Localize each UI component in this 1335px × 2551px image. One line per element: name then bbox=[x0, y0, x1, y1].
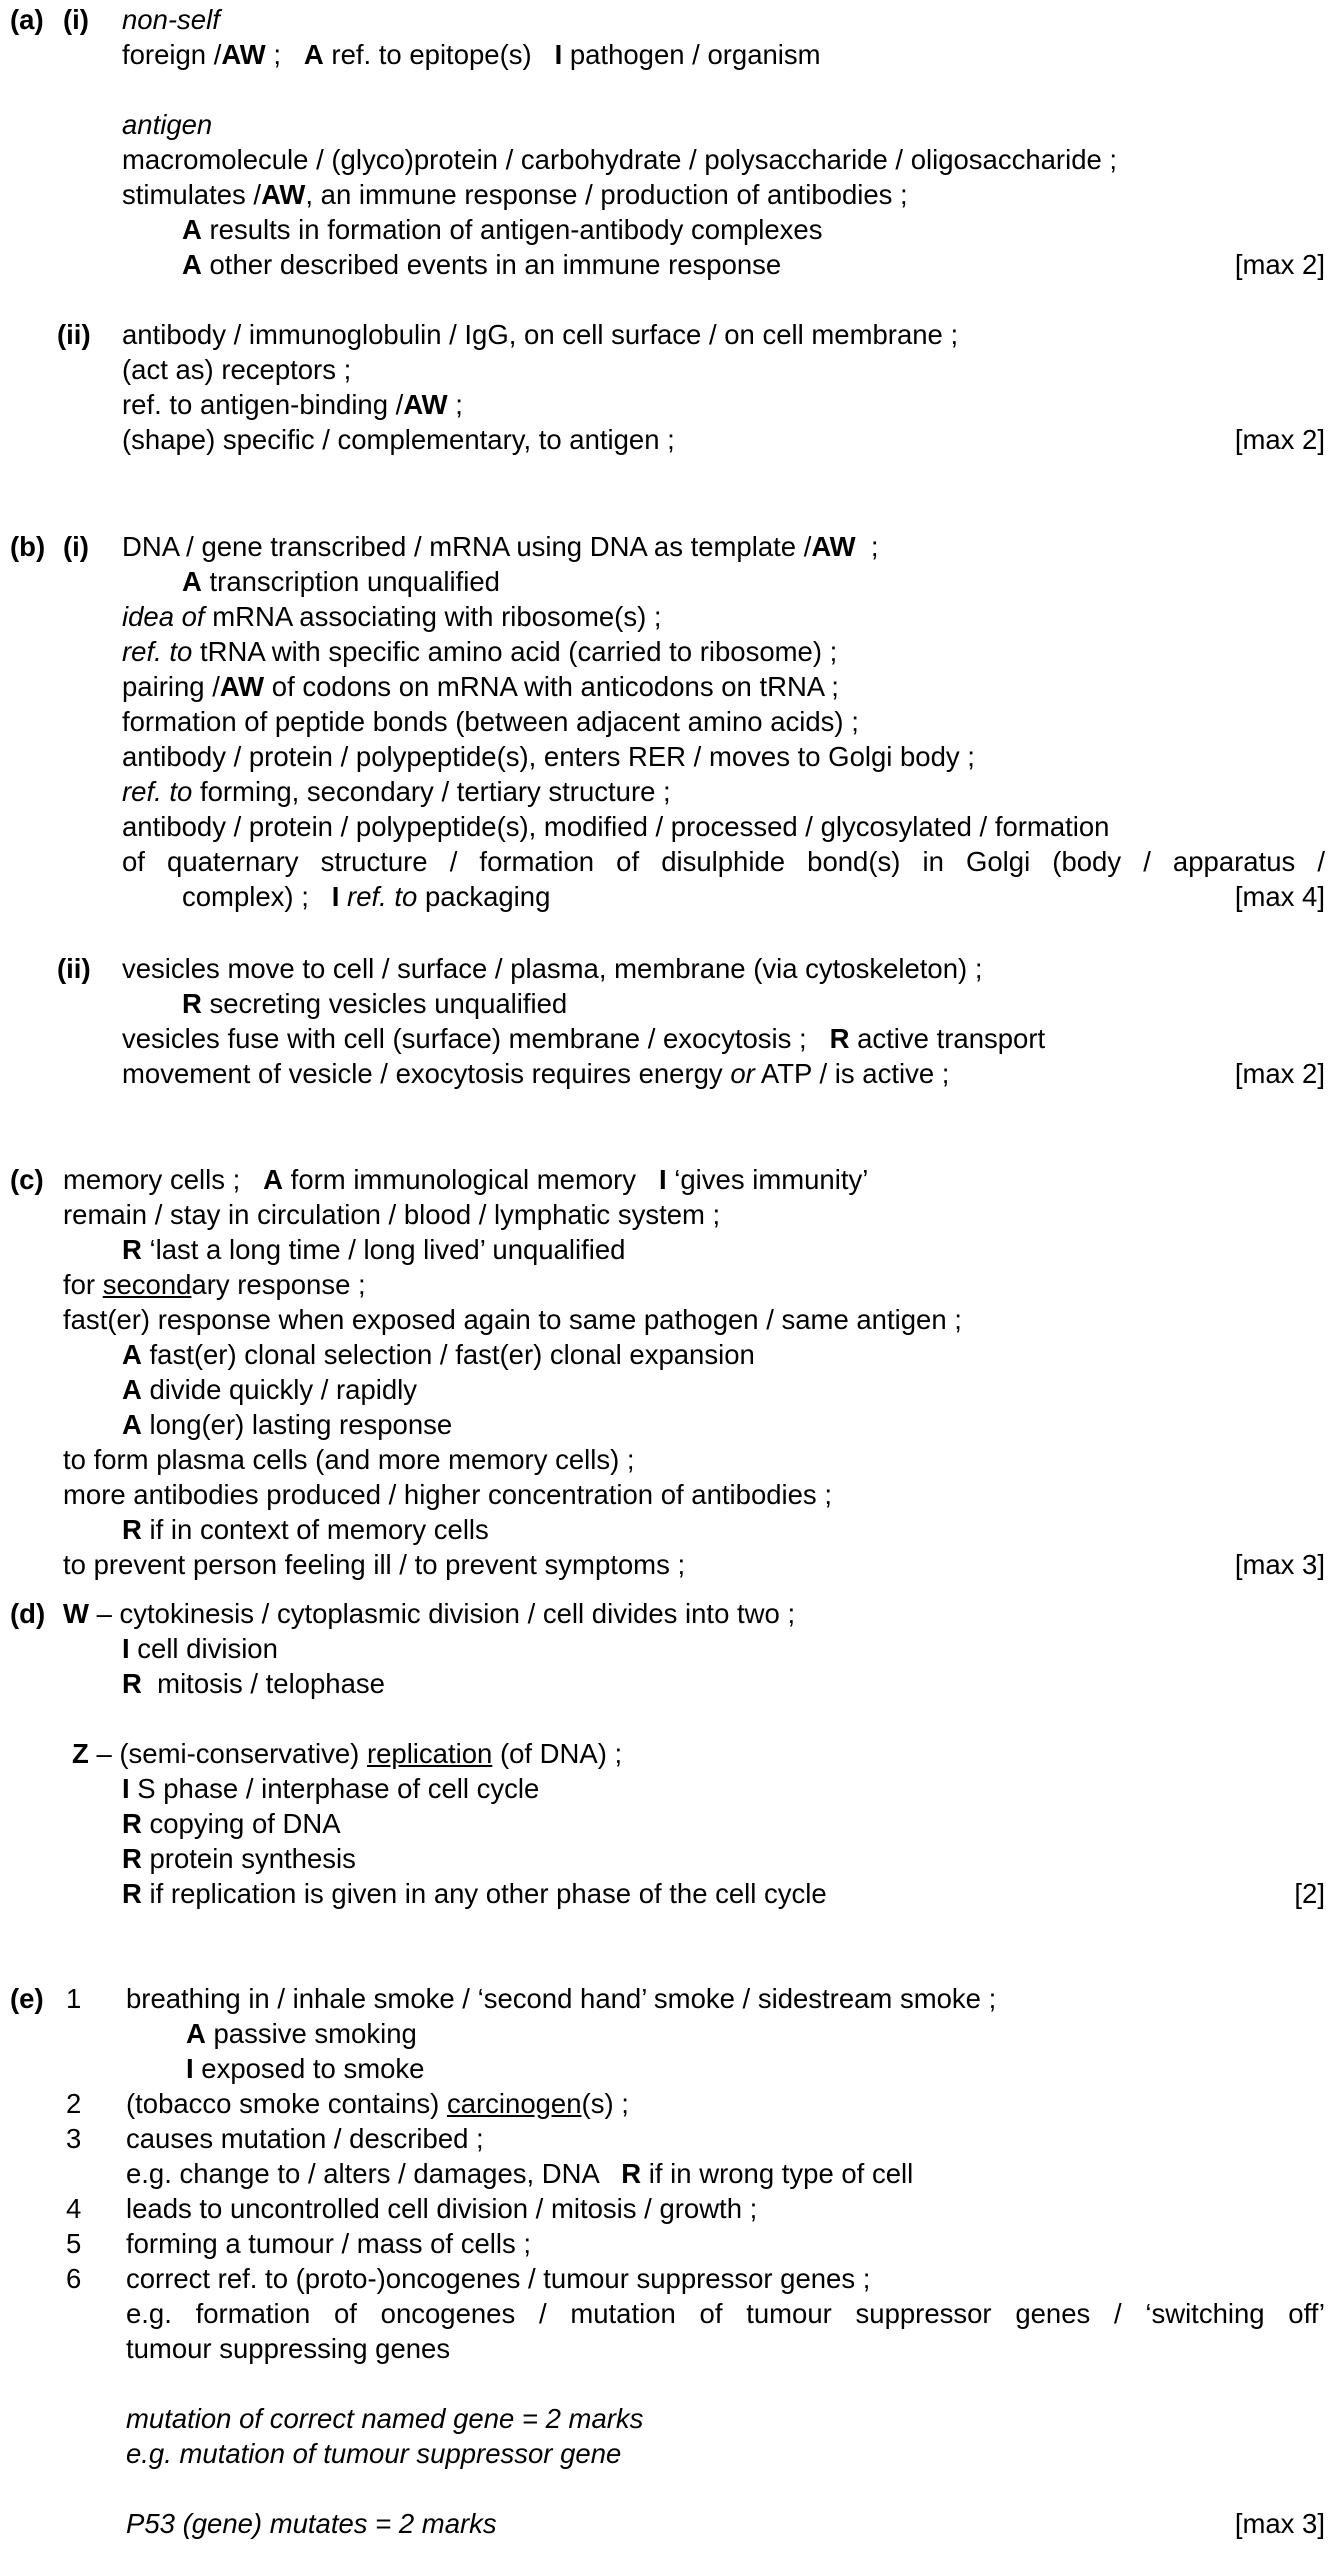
part-b-label: (b) bbox=[10, 531, 46, 562]
part-e-label: (e) bbox=[10, 1983, 44, 2014]
part-c-label: (c) bbox=[10, 1164, 44, 1195]
e-line-1: breathing in / inhale smoke / ‘second hand’ smoke / sidestream smoke ; bbox=[126, 1983, 997, 2014]
e-note-3: P53 (gene) mutates = 2 marks bbox=[126, 2508, 497, 2539]
a-ii-line-3: ref. to antigen-binding /AW ; bbox=[122, 389, 463, 420]
b-line-10: of quaternary structure / formation of disulphide bond(s) in Golgi (body / apparatus / bbox=[122, 846, 1325, 877]
e-line-6c: tumour suppressing genes bbox=[126, 2333, 451, 2364]
e-line-6b: e.g. formation of oncogenes / mutation of tumour suppressor genes / ‘switching off’ bbox=[126, 2298, 1325, 2329]
e-line-2: (tobacco smoke contains) carcinogen(s) ; bbox=[126, 2088, 629, 2119]
d-w-ignore: I cell division bbox=[122, 1633, 278, 1664]
a-ii-line-4: (shape) specific / complementary, to antigen ; bbox=[122, 424, 675, 455]
b-ii-line-3: vesicles fuse with cell (surface) membrane / exocytosis ; R active transport bbox=[122, 1023, 1046, 1054]
b-line-9: antibody / protein / polypeptide(s), modified / processed / glycosylated / formation bbox=[122, 811, 1110, 842]
e-num-5: 5 bbox=[66, 2228, 82, 2259]
part-b-i-mark: [max 4] bbox=[1234, 881, 1325, 912]
c-line-10: more antibodies produced / higher concentration of antibodies ; bbox=[63, 1479, 832, 1510]
a-ii-line-1: antibody / immunoglobulin / IgG, on cell surface / on cell membrane ; bbox=[122, 319, 959, 350]
b-ii-line-2: R secreting vesicles unqualified bbox=[182, 988, 568, 1019]
c-line-4: for secondary response ; bbox=[63, 1269, 366, 1300]
b-line-1: DNA / gene transcribed / mRNA using DNA as template /AW ; bbox=[122, 531, 879, 562]
c-line-9: to form plasma cells (and more memory cells) ; bbox=[63, 1444, 635, 1475]
part-a-ii-label: (ii) bbox=[57, 319, 91, 350]
d-z-reject-2: R protein synthesis bbox=[122, 1843, 356, 1874]
part-c-mark: [max 3] bbox=[1234, 1549, 1325, 1580]
e-num-4: 4 bbox=[66, 2193, 82, 2224]
b-line-3: idea of mRNA associating with ribosome(s) ; bbox=[122, 601, 662, 632]
d-w-line: W – cytokinesis / cytoplasmic division / cell divides into two ; bbox=[63, 1598, 796, 1629]
d-z-reject-1: R copying of DNA bbox=[122, 1808, 341, 1839]
part-d-mark: [2] bbox=[1294, 1878, 1325, 1909]
d-z-line: Z – (semi-conservative) replication (of DNA) ; bbox=[72, 1738, 623, 1769]
e-num-1: 1 bbox=[66, 1983, 82, 2014]
c-line-2: remain / stay in circulation / blood / lymphatic system ; bbox=[63, 1199, 721, 1230]
antigen-line-1: macromolecule / (glyco)protein / carbohydrate / polysaccharide / oligosaccharide ; bbox=[122, 144, 1118, 175]
b-ii-line-4: movement of vesicle / exocytosis requires energy or ATP / is active ; bbox=[122, 1058, 950, 1089]
e-num-3: 3 bbox=[66, 2123, 82, 2154]
nonself-line: foreign /AW ; A ref. to epitope(s) I pathogen / organism bbox=[122, 39, 821, 70]
e-num-2: 2 bbox=[66, 2088, 82, 2119]
part-a-i-label: (i) bbox=[63, 4, 89, 35]
antigen-heading: antigen bbox=[122, 109, 213, 140]
c-line-8: A long(er) lasting response bbox=[122, 1409, 453, 1440]
antigen-accept-1: A results in formation of antigen-antibody complexes bbox=[182, 214, 823, 245]
e-line-3: causes mutation / described ; bbox=[126, 2123, 484, 2154]
b-line-8: ref. to forming, secondary / tertiary structure ; bbox=[122, 776, 671, 807]
e-line-1-accept: A passive smoking bbox=[186, 2018, 417, 2049]
part-b-ii-mark: [max 2] bbox=[1234, 1058, 1325, 1089]
antigen-accept-2: A other described events in an immune response bbox=[182, 249, 782, 280]
antigen-line-2: stimulates /AW, an immune response / production of antibodies ; bbox=[122, 179, 908, 210]
part-b-ii-label: (ii) bbox=[57, 953, 91, 984]
b-line-4: ref. to tRNA with specific amino acid (carried to ribosome) ; bbox=[122, 636, 838, 667]
part-d-label: (d) bbox=[10, 1598, 46, 1629]
b-line-11: complex) ; I ref. to packaging bbox=[182, 881, 551, 912]
e-line-6: correct ref. to (proto-)oncogenes / tumour suppressor genes ; bbox=[126, 2263, 871, 2294]
e-line-3b: e.g. change to / alters / damages, DNA R if in wrong type of cell bbox=[126, 2158, 914, 2189]
c-line-1: memory cells ; A form immunological memory I ‘gives immunity’ bbox=[63, 1164, 869, 1195]
a-ii-line-2: (act as) receptors ; bbox=[122, 354, 352, 385]
d-z-ignore: I S phase / interphase of cell cycle bbox=[122, 1773, 540, 1804]
d-z-reject-3: R if replication is given in any other phase of the cell cycle bbox=[122, 1878, 827, 1909]
c-line-12: to prevent person feeling ill / to prevent symptoms ; bbox=[63, 1549, 686, 1580]
part-b-i-label: (i) bbox=[63, 531, 89, 562]
e-line-5: forming a tumour / mass of cells ; bbox=[126, 2228, 531, 2259]
nonself-heading: non-self bbox=[122, 4, 220, 35]
e-line-1-ignore: I exposed to smoke bbox=[186, 2053, 425, 2084]
c-line-6: A fast(er) clonal selection / fast(er) clonal expansion bbox=[122, 1339, 755, 1370]
e-num-6: 6 bbox=[66, 2263, 82, 2294]
b-line-6: formation of peptide bonds (between adjacent amino acids) ; bbox=[122, 706, 859, 737]
part-a-label: (a) bbox=[10, 4, 44, 35]
b-line-2: A transcription unqualified bbox=[182, 566, 500, 597]
b-line-7: antibody / protein / polypeptide(s), enters RER / moves to Golgi body ; bbox=[122, 741, 975, 772]
c-line-7: A divide quickly / rapidly bbox=[122, 1374, 417, 1405]
c-line-5: fast(er) response when exposed again to same pathogen / same antigen ; bbox=[63, 1304, 962, 1335]
e-note-1: mutation of correct named gene = 2 marks bbox=[126, 2403, 644, 2434]
c-line-11: R if in context of memory cells bbox=[122, 1514, 489, 1545]
part-a-ii-mark: [max 2] bbox=[1234, 424, 1325, 455]
e-line-4: leads to uncontrolled cell division / mitosis / growth ; bbox=[126, 2193, 758, 2224]
c-line-3: R ‘last a long time / long lived’ unqualified bbox=[122, 1234, 626, 1265]
part-e-mark: [max 3] bbox=[1234, 2508, 1325, 2539]
d-w-reject: R mitosis / telophase bbox=[122, 1668, 385, 1699]
e-note-2: e.g. mutation of tumour suppressor gene bbox=[126, 2438, 622, 2469]
b-line-5: pairing /AW of codons on mRNA with anticodons on tRNA ; bbox=[122, 671, 839, 702]
part-a-i-mark: [max 2] bbox=[1234, 249, 1325, 280]
b-ii-line-1: vesicles move to cell / surface / plasma, membrane (via cytoskeleton) ; bbox=[122, 953, 983, 984]
